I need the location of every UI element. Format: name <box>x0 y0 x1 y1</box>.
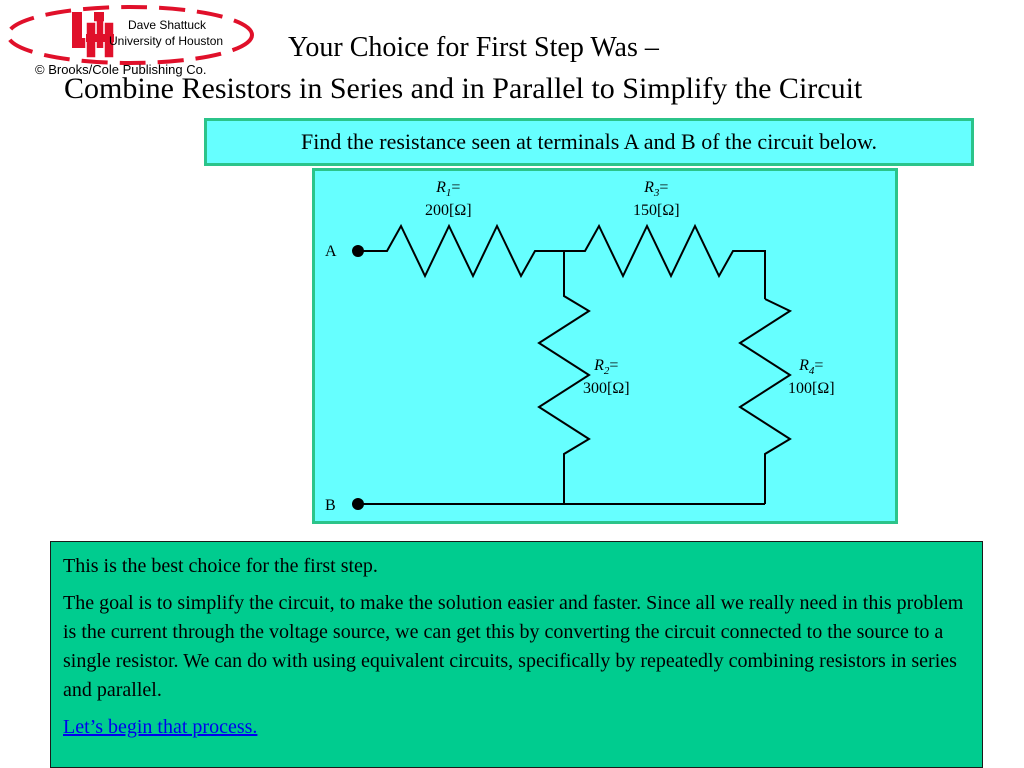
explanation-panel <box>50 541 983 768</box>
logo-copyright: © Brooks/Cole Publishing Co. <box>35 62 207 77</box>
next-step-link[interactable]: Let’s begin that process. <box>63 716 258 738</box>
resistor-r4-value: 100[Ω] <box>788 380 835 398</box>
problem-prompt-text: Find the resistance seen at terminals A and B of the circuit below. <box>301 129 877 154</box>
resistor-r1-label: $R_1=$ 200[Ω] <box>425 179 472 220</box>
resistor-r2-value: 300[Ω] <box>583 380 630 398</box>
resistor-r2-label: $R_2=$ 300[Ω] <box>583 357 630 398</box>
page-title-line2: Combine Resistors in Series and in Parallel to Simplify the Circuit <box>64 72 863 105</box>
circuit-schematic <box>315 171 895 521</box>
page-title-line1: Your Choice for First Step Was – <box>288 32 659 63</box>
resistor-r1 <box>358 226 564 276</box>
explanation-body: The goal is to simplify the circuit, to make the solution easier and faster. Since all we really need in this problem is the current through the voltage source, we can get this by converting the circuit connected to the source to a single resistor. We can do with using equivalent circuits, specifically by repeatedly combining resistors in series and parallel. <box>63 592 964 701</box>
logo-letters: UH <box>83 34 85 35</box>
terminal-b-label: B <box>325 497 336 514</box>
problem-prompt <box>204 118 974 166</box>
circuit-diagram <box>312 168 898 524</box>
resistor-r2 <box>539 251 589 504</box>
terminal-b-node <box>352 498 364 510</box>
resistor-r3-label: $R_3=$ 150[Ω] <box>633 179 680 220</box>
resistor-r4-label: $R_4=$ 100[Ω] <box>788 357 835 398</box>
terminal-a-label: A <box>325 243 337 260</box>
logo-author: Dave Shattuck <box>128 18 207 32</box>
resistor-r1-value: 200[Ω] <box>425 202 472 220</box>
explanation-intro: This is the best choice for the first step. <box>63 555 378 577</box>
resistor-r4 <box>740 299 790 504</box>
terminal-a-node <box>352 245 364 257</box>
resistor-r3-value: 150[Ω] <box>633 202 680 220</box>
resistor-r3 <box>564 226 765 299</box>
logo-university: University of Houston <box>109 34 224 48</box>
